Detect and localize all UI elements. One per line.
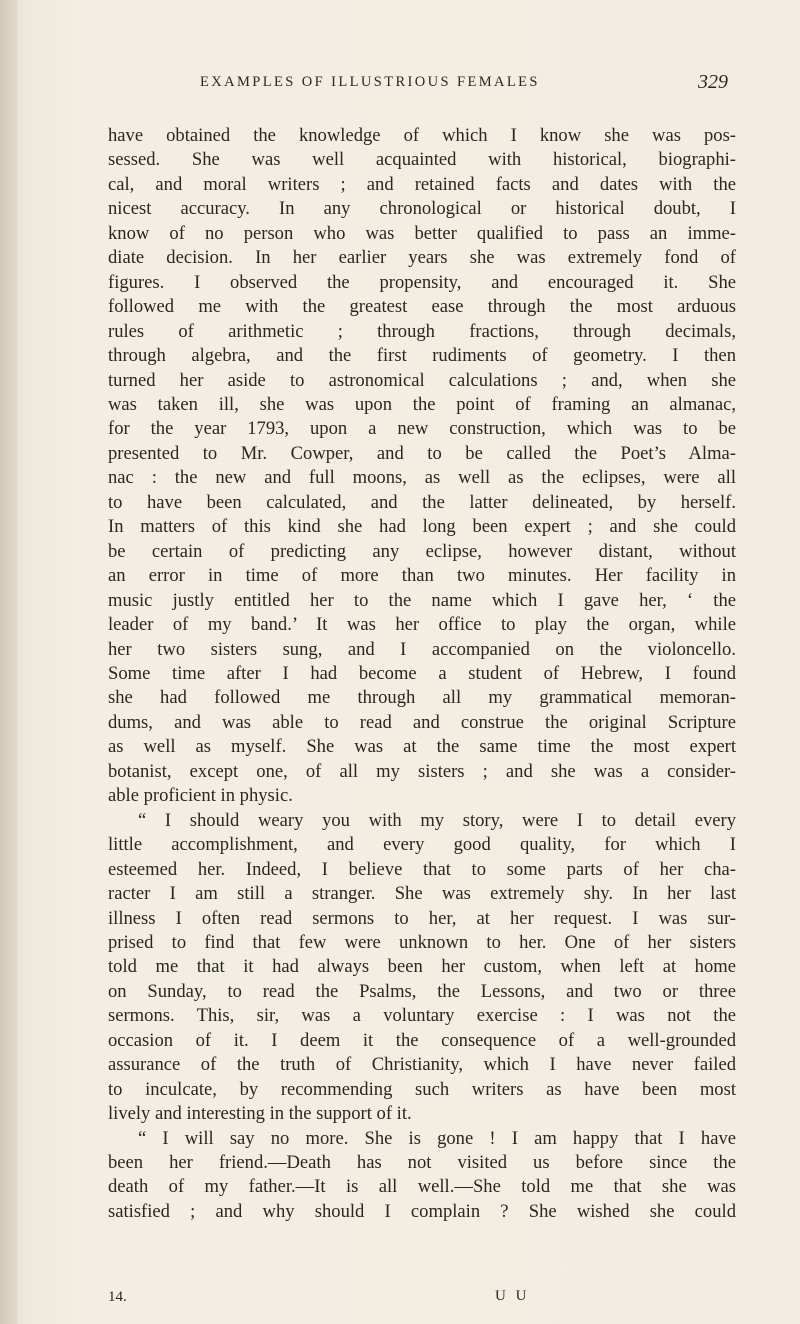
text-line: occasion of it. I deem it the consequence of a well-grounded bbox=[108, 1029, 736, 1051]
text-line: nicest accuracy. In any chronological or historical doubt, I bbox=[108, 198, 736, 220]
text-line: In matters of this kind she had long been expert ; and she could bbox=[108, 516, 736, 538]
text-line: leader of my band.’ It was her office to play the organ, while bbox=[108, 614, 736, 636]
text-line: cal, and moral writers ; and retained facts and dates with the bbox=[108, 173, 736, 195]
text-line: dums, and was able to read and construe the original Scripture bbox=[108, 711, 736, 733]
body-text bbox=[108, 124, 736, 1224]
text-line: racter I am still a stranger. She was extremely shy. In her last bbox=[108, 883, 736, 905]
text-line: figures. I observed the propensity, and encouraged it. She bbox=[108, 271, 736, 293]
catchword: U U bbox=[495, 1288, 530, 1304]
gutter-shadow bbox=[0, 0, 18, 1324]
text-line: told me that it had always been her custom, when left at home bbox=[108, 956, 736, 978]
text-line: followed me with the greatest ease through the most arduous bbox=[108, 296, 736, 318]
signature-mark: 14. bbox=[108, 1289, 127, 1305]
text-line: presented to Mr. Cowper, and to be called the Poet’s Alma- bbox=[108, 442, 736, 464]
text-line: been her friend.—Death has not visited us before since the bbox=[108, 1152, 736, 1174]
text-line: through algebra, and the first rudiments of geometry. I then bbox=[108, 345, 736, 367]
text-line: as well as myself. She was at the same time the most expert bbox=[108, 736, 736, 758]
text-line: know of no person who was better qualified to pass an imme- bbox=[108, 222, 736, 244]
text-line: she had followed me through all my grammatical memoran- bbox=[108, 687, 736, 709]
text-line: esteemed her. Indeed, I believe that to some parts of her cha- bbox=[108, 858, 736, 880]
text-line: assurance of the truth of Christianity, which I have never failed bbox=[108, 1054, 736, 1076]
text-line: was taken ill, she was upon the point of framing an almanac, bbox=[108, 393, 736, 415]
text-line: be certain of predicting any eclipse, however distant, without bbox=[108, 540, 736, 562]
text-line: prised to find that few were unknown to her. One of her sisters bbox=[108, 931, 736, 953]
text-line: rules of arithmetic ; through fractions, through decimals, bbox=[108, 320, 736, 342]
text-line: little accomplishment, and every good quality, for which I bbox=[108, 834, 736, 856]
text-line: an error in time of more than two minutes. Her facility in bbox=[108, 565, 736, 587]
text-line: turned her aside to astronomical calculations ; and, when she bbox=[108, 369, 736, 391]
page-number: 329 bbox=[698, 71, 728, 93]
text-line: to inculcate, by recommending such writers as have been most bbox=[108, 1078, 736, 1100]
text-line: satisfied ; and why should I complain ? She wished she could bbox=[108, 1200, 736, 1222]
text-line: sermons. This, sir, was a voluntary exercise : I was not the bbox=[108, 1005, 736, 1027]
text-line: able proficient in physic. bbox=[108, 785, 293, 807]
text-line: illness I often read sermons to her, at her request. I was sur- bbox=[108, 907, 736, 929]
text-line: to have been calculated, and the latter delineated, by herself. bbox=[108, 491, 736, 513]
text-line: “ I should weary you with my story, were I to detail every bbox=[138, 809, 736, 831]
text-line: on Sunday, to read the Psalms, the Lessons, and two or three bbox=[108, 980, 736, 1002]
text-line: nac : the new and full moons, as well as the eclipses, were all bbox=[108, 467, 736, 489]
text-line: have obtained the knowledge of which I know she was pos- bbox=[108, 125, 736, 146]
text-line: “ I will say no more. She is gone ! I am happy that I have bbox=[138, 1127, 736, 1149]
text-line: botanist, except one, of all my sisters ; and she was a consider- bbox=[108, 760, 736, 782]
text-line: sessed. She was well acquainted with historical, biographi- bbox=[108, 149, 736, 171]
text-line: lively and interesting in the support of it. bbox=[108, 1103, 412, 1125]
text-line: diate decision. In her earlier years she was extremely fond of bbox=[108, 247, 736, 269]
text-line: for the year 1793, upon a new construction, which was to be bbox=[108, 418, 736, 440]
text-line: music justly entitled her to the name which I gave her, ‘ the bbox=[108, 589, 736, 611]
text-line: death of my father.—It is all well.—She told me that she was bbox=[108, 1176, 736, 1198]
text-line: Some time after I had become a student of Hebrew, I found bbox=[108, 662, 736, 684]
running-head: EXAMPLES OF ILLUSTRIOUS FEMALES bbox=[200, 74, 540, 90]
text-line: her two sisters sung, and I accompanied on the violoncello. bbox=[108, 638, 736, 660]
